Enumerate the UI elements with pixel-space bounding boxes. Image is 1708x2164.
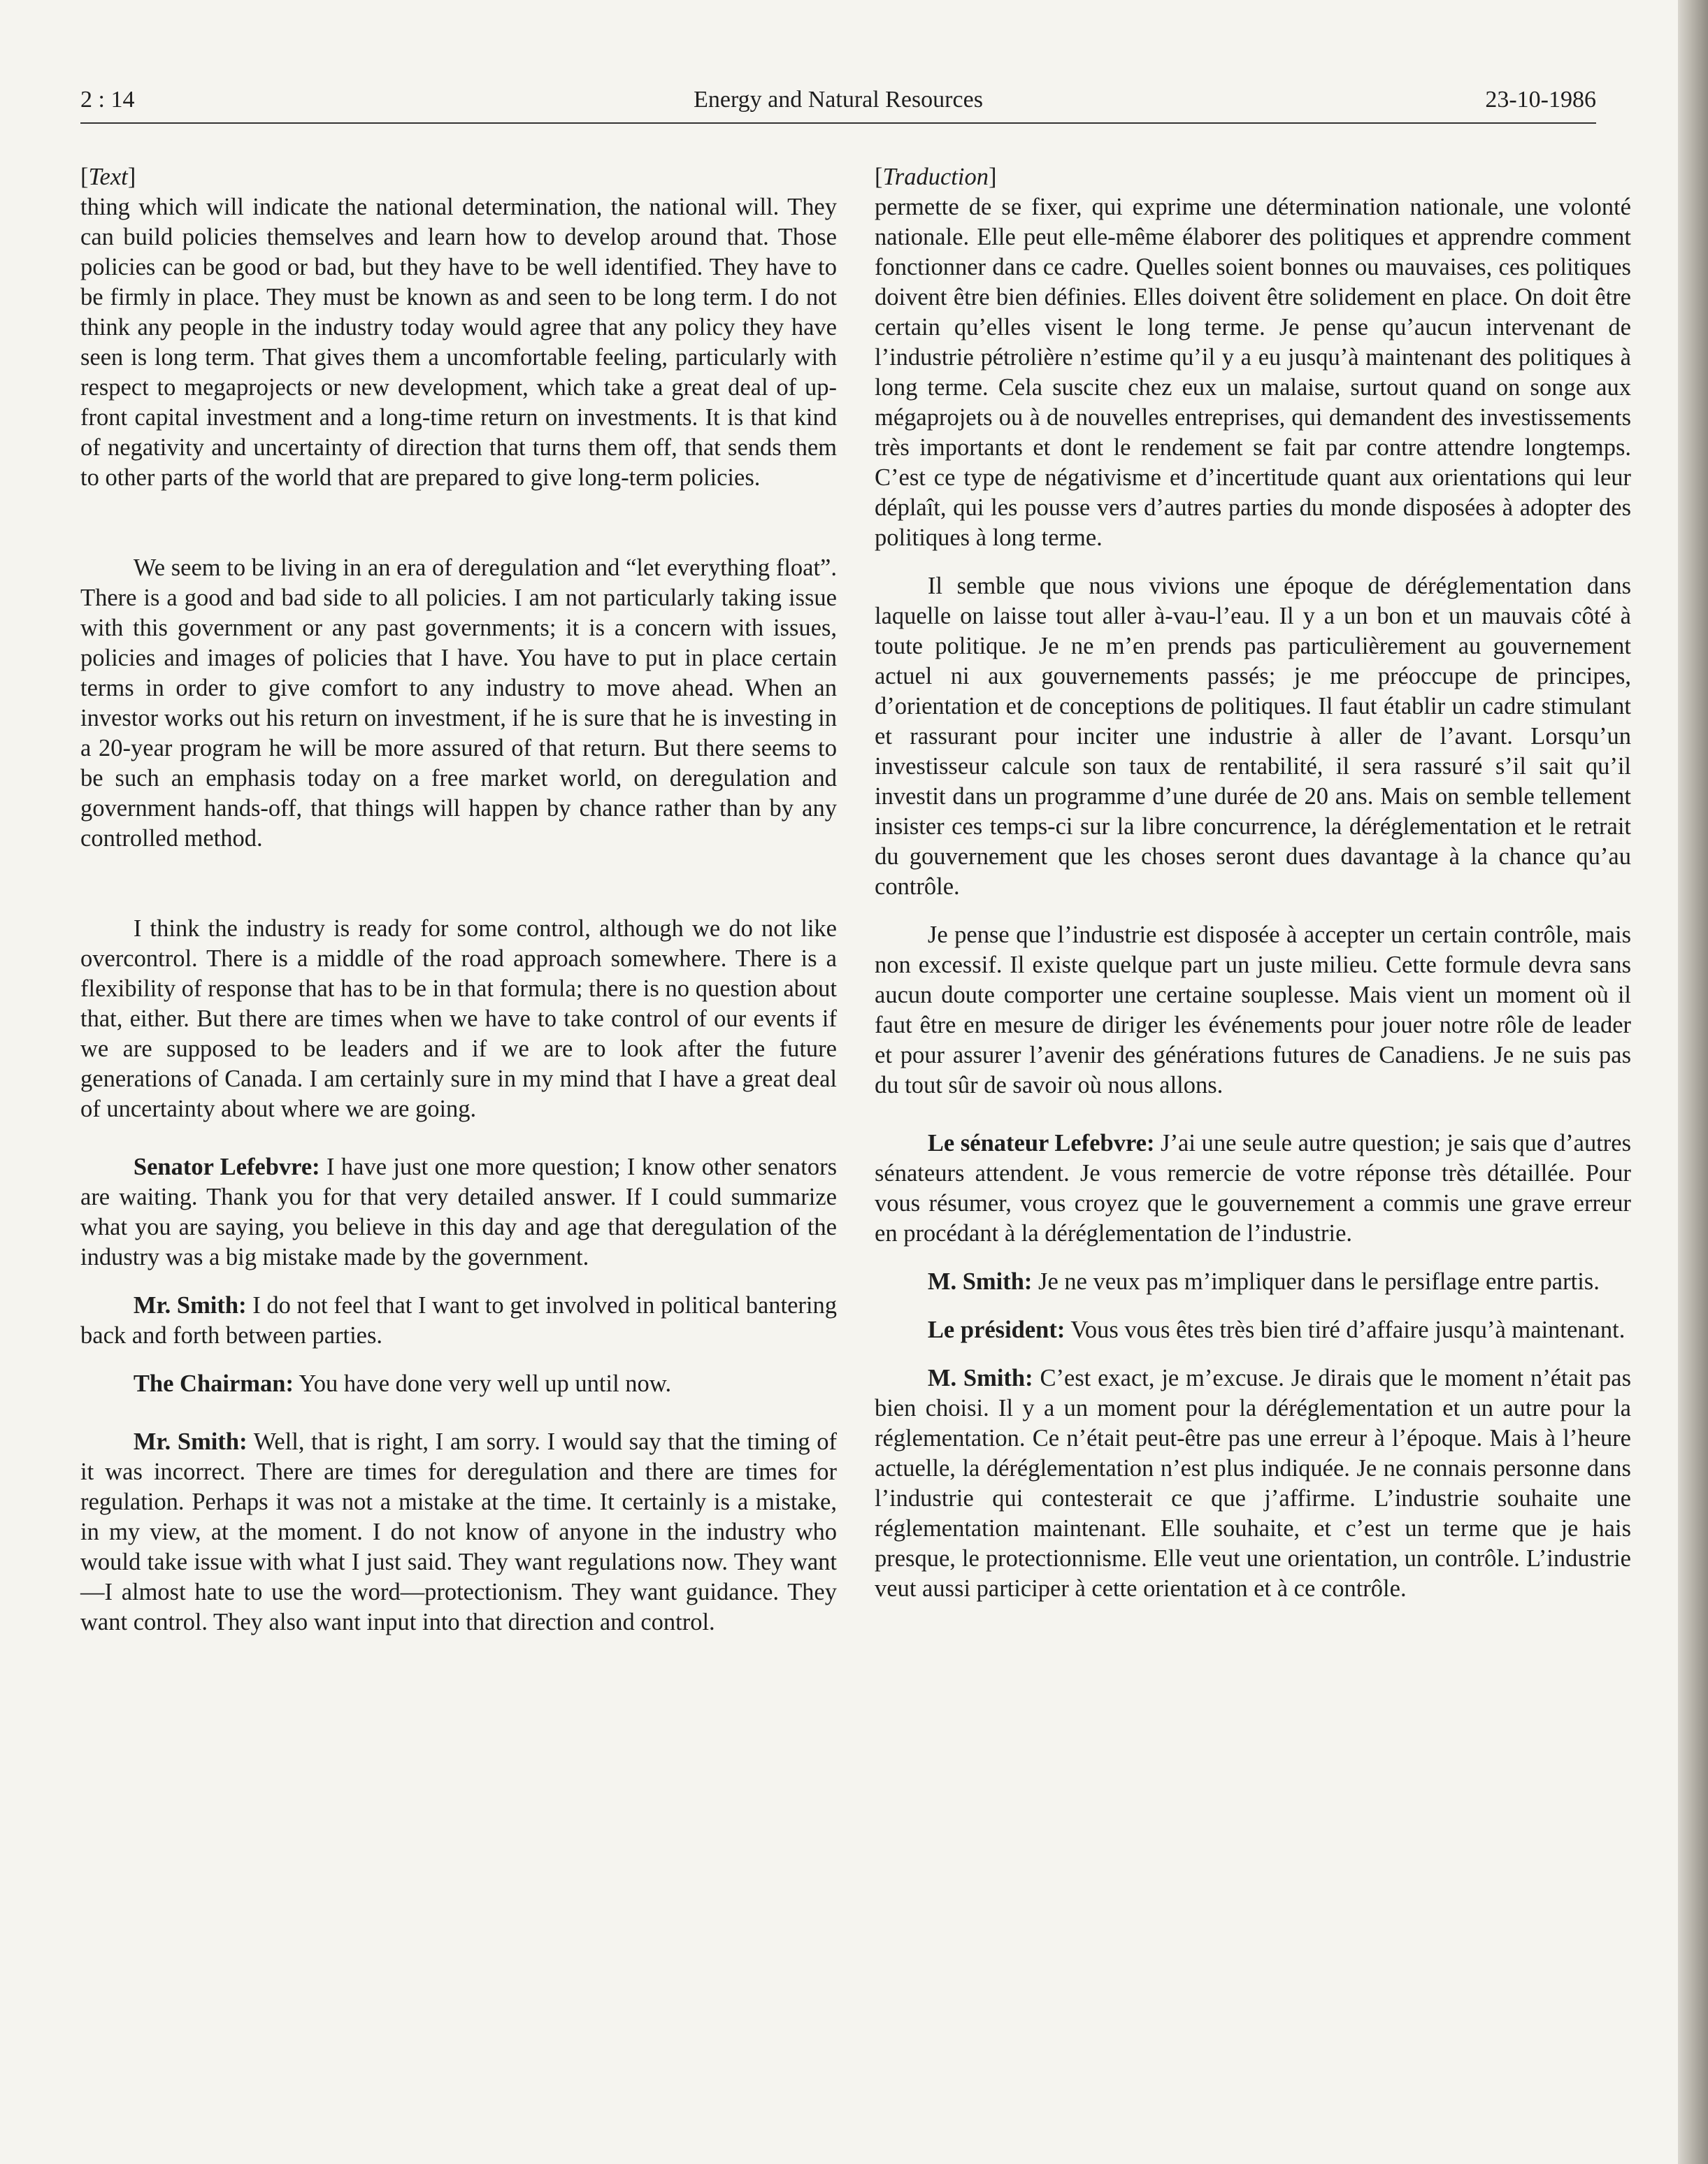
speaker-paragraph: Mr. Smith: Well, that is right, I am sorry. I would say that the timing of it was incorrect. There are times for deregulation and there are times for regulation. Perhaps it was not a mistake at the time. It certainly is a mistake, in my view, at the moment. I do not know of anyone in the industry who would take issue with what I just said. They want regulations now. They want—I almost hate to use the word—protectionism. They want guidance. They want control. They also want input into that direction and control. xyxy=(80,1428,837,1635)
header-rule xyxy=(80,122,1596,124)
page-header xyxy=(80,87,1596,124)
page-binding-edge xyxy=(1678,0,1708,2164)
speaker-name: Mr. Smith: xyxy=(133,1428,247,1455)
column-label: [Text] xyxy=(80,164,136,190)
speaker-name: M. Smith: xyxy=(927,1268,1033,1295)
speaker-paragraph: M. Smith: C’est exact, je m’excuse. Je dirais que le moment n’était pas bien choisi. Il y a un moment pour la déréglementation et un autre pour la réglementation. Ce n’était peut-être pas une erreur à l’époque. Mais à l’heure actuelle, la déréglementation n’est plus indiquée. Je ne connais personne dans l’industrie qui contesterait ce que j’affirme. L’industrie souhaite une réglementation maintenant. Elle souhaite, et c’est un terme que je hais presque, le protectionnisme. Elle veut une orientation, un contrôle. L’industrie veut aussi participer à cette orientation et à ce contrôle. xyxy=(875,1365,1631,1602)
speaker-paragraph: Le sénateur Lefebvre: J’ai une seule autre question; je sais que d’autres sénateurs attendent. Je vous remercie de votre réponse très détaillée. Pour vous résumer, vous croyez que le gouvernement a commis une grave erreur en procédant à la déréglementation de l’industrie. xyxy=(875,1130,1632,1247)
page-number: 2 : 14 xyxy=(80,87,135,113)
page-date: 23-10-1986 xyxy=(1485,87,1596,113)
paragraph: I think the industry is ready for some control, although we do not like overcontrol. There is a middle of the road approach somewhere. There is a flexibility of response that has to be in that formula; there is no question about that, either. But there are times when we have to take control of our events if we are supposed to be leaders and if we are to look after the future generations of Canada. I am certainly sure in my mind that I have a great deal of uncertainty about where we are going. xyxy=(80,915,837,1122)
french-column xyxy=(875,162,1631,1604)
publication-title: Energy and Natural Resources xyxy=(694,87,983,113)
speaker-paragraph: Le président: Vous vous êtes très bien tiré d’affaire jusqu’à maintenant. xyxy=(927,1317,1626,1343)
speaker-paragraph: Senator Lefebvre: I have just one more question; I know other senators are waiting. Thank you for that very detailed answer. If I could summarize what you are saying, you believe in this day and age that deregulation of the industry was a big mistake made by the government. xyxy=(80,1154,837,1270)
speaker-name: Le président: xyxy=(927,1317,1065,1343)
paragraph: permette de se fixer, qui exprime une détermination nationale, une volonté nationale. Elle peut elle-même élaborer des politiques et apprendre comment fonctionner dans ce cadre. Quelles soient bonnes ou mauvaises, ces politiques doivent être bien définies. Elles doivent être solidement en place. On doit être certain qu’elles visent le long terme. Je pense qu’aucun intervenant de l’industrie pétrolière n’estime qu’il y a eu jusqu’à maintenant des politiques à long terme. Cela suscite chez eux un malaise, surtout quand on songe aux mégaprojets ou à de nouvelles entreprises, qui demandent des investissements très importants et dont le rendement se fait par contre attendre longtemps. C’est ce type de négativisme et d’incertitude quant aux orientations qui leur déplaît, qui les pousse vers d’autres parties du monde disposées à adopter des politiques à long terme. xyxy=(875,194,1631,551)
speaker-name: M. Smith: xyxy=(927,1365,1033,1391)
speaker-paragraph: M. Smith: Je ne veux pas m’impliquer dans le persiflage entre partis. xyxy=(927,1268,1600,1295)
paragraph: Je pense que l’industrie est disposée à accepter un certain contrôle, mais non excessif. Il existe quelque part un juste milieu. Cette formule devra sans aucun doute comporter une certaine souplesse. Mais vient un moment où il faut être en mesure de diriger les événements pour jouer notre rôle de leader et pour assurer l’avenir des générations futures de Canadiens. Je ne suis pas du tout sûr de savoir où nous allons. xyxy=(875,922,1631,1098)
speaker-name: Le sénateur Lefebvre: xyxy=(927,1130,1155,1156)
column-label: [Traduction] xyxy=(875,164,997,190)
paragraph: thing which will indicate the national determination, the national will. They can build policies themselves and learn how to develop around that. Those policies can be good or bad, but they have to be well identified. They have to be firmly in place. They must be known as and seen to be long term. I do not think any people in the industry today would agree that any policy they have seen is long term. That gives them a uncomfortable feeling, particularly with respect to megaprojects or new development, which take a great deal of up-front capital investment and a long-time return on investments. It is that kind of negativity and uncertainty of direction that turns them off, that sends them to other parts of the world that are prepared to give long-term policies. xyxy=(80,194,837,491)
speaker-name: Mr. Smith: xyxy=(133,1292,247,1319)
speaker-paragraph: Mr. Smith: I do not feel that I want to get involved in political bantering back and forth between parties. xyxy=(80,1292,837,1349)
speaker-name: Senator Lefebvre: xyxy=(133,1154,320,1180)
speaker-paragraph: The Chairman: You have done very well up until now. xyxy=(133,1370,672,1397)
paragraph: Il semble que nous vivions une époque de déréglementation dans laquelle on laisse tout aller à-vau-l’eau. Il y a un bon et un mauvais côté à toute politique. Je ne m’en prends pas particulièrement au gouvernement actuel ni aux gouvernements passés; je me préoccupe de principes, d’orientation et de conceptions de politiques. Il faut établir un cadre stimulant et rassurant pour inciter une industrie à aller de l’avant. Lorsqu’un investisseur calcule son taux de rentabilité, il sera rassuré s’il sait qu’il investit dans un programme d’une durée de 20 ans. Mais on semble tellement insister ces temps-ci sur la libre concurrence, la déréglementation et le retrait du gouvernement que les choses seront dues davantage à la chance qu’au contrôle. xyxy=(875,573,1631,900)
speaker-name: The Chairman: xyxy=(133,1370,294,1397)
paragraph: We seem to be living in an era of deregulation and “let everything float”. There is a good and bad side to all policies. I am not particularly taking issue with this government or any past governments; it is a concern with issues, policies and images of policies that I have. You have to put in place certain terms in order to give comfort to any industry to move ahead. When an investor works out his return on investment, if he is sure that he is investing in a 20-year program he will be more assured of that return. But there seems to be such an emphasis today on a free market world, on deregulation and government hands-off, that things will happen by chance rather than by any controlled method. xyxy=(80,554,837,852)
english-column xyxy=(80,162,837,1638)
